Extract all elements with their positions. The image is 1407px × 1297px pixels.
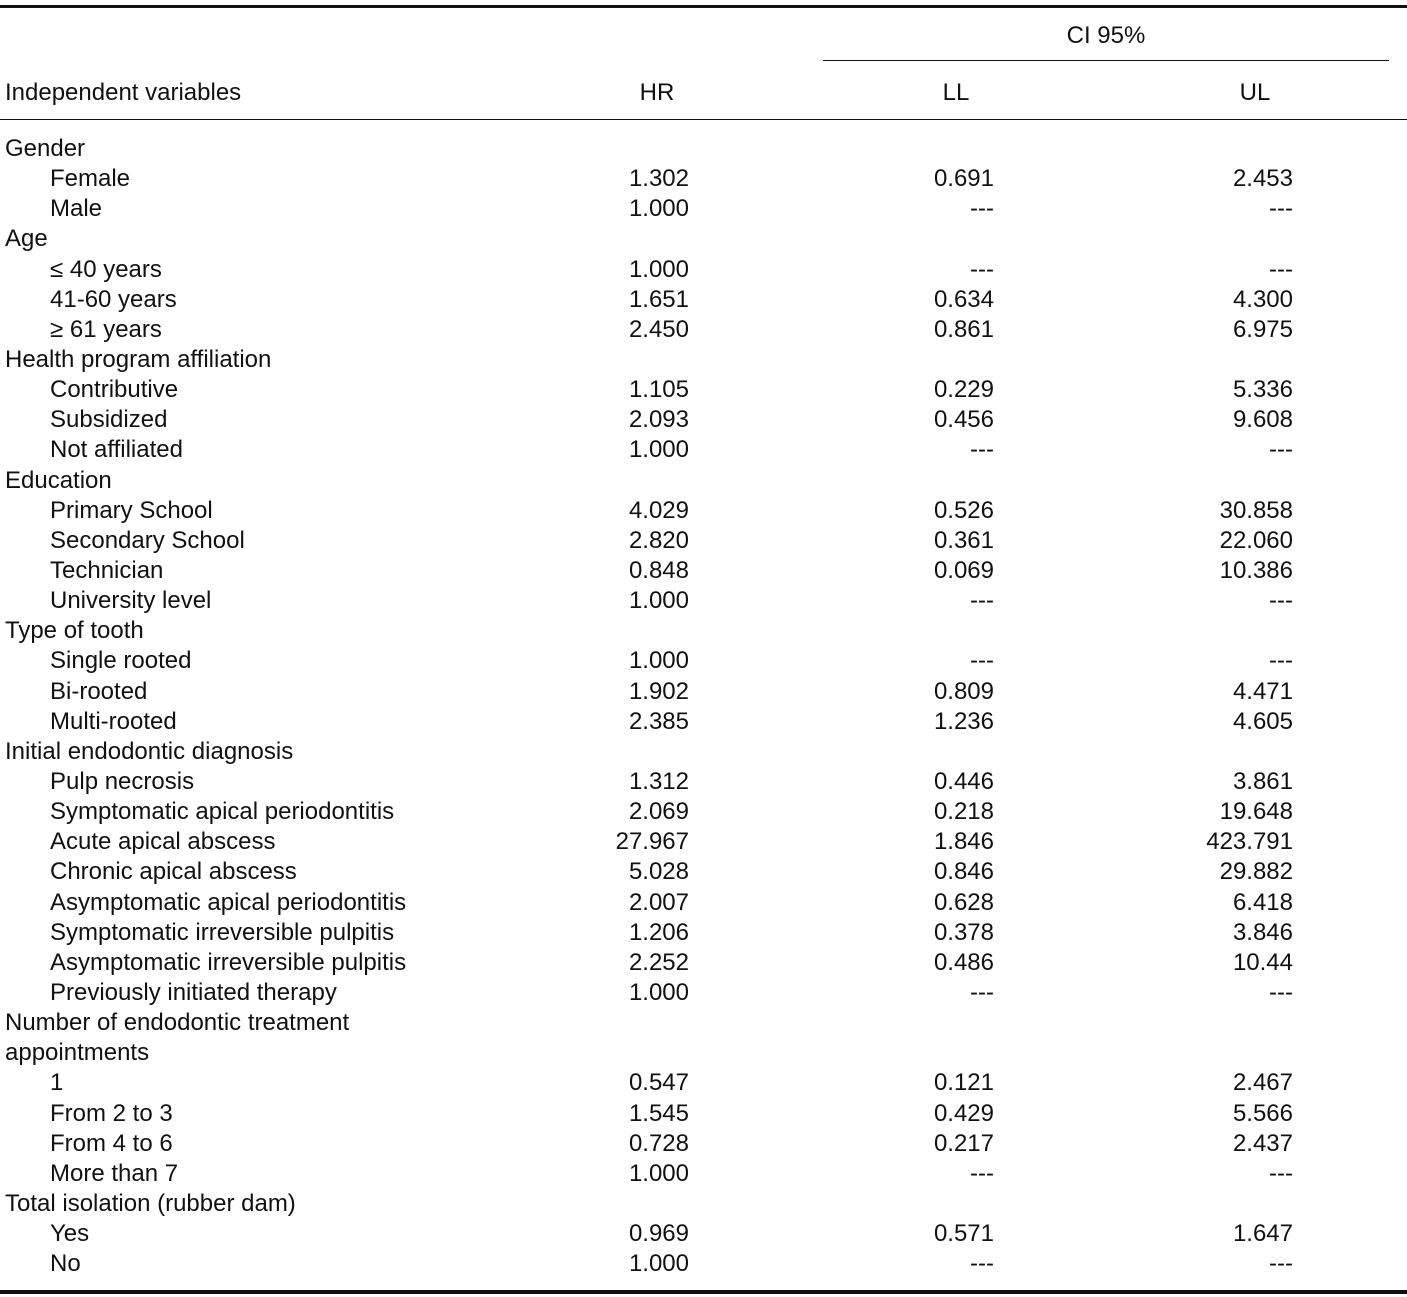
group-row (0, 134, 1407, 164)
group-label: Number of endodontic treatment (5, 1009, 350, 1037)
ll-value: 0.069 (933, 556, 994, 584)
header-independent-variables: Independent variables (5, 79, 242, 106)
ul-value: 2.467 (1232, 1069, 1293, 1097)
ll-value: 0.846 (933, 858, 994, 886)
ll-value: --- (970, 255, 994, 283)
variable-label: Male (50, 195, 103, 223)
table-row (0, 677, 1407, 707)
group-row (0, 466, 1407, 496)
ci-header-label: CI 95% (1066, 22, 1146, 49)
ul-value: --- (1269, 255, 1293, 283)
hr-value: 0.848 (628, 556, 689, 584)
table-row (0, 857, 1407, 887)
hr-value: 2.820 (628, 526, 689, 554)
table-row (0, 978, 1407, 1008)
ll-value: 0.571 (933, 1220, 994, 1248)
variable-label: Yes (50, 1220, 90, 1248)
table-row (0, 888, 1407, 918)
hr-value: 1.651 (628, 285, 689, 313)
hr-value: 4.029 (628, 496, 689, 524)
hr-value: 1.000 (628, 978, 689, 1006)
ll-value: --- (970, 1159, 994, 1187)
ul-value: 4.605 (1232, 707, 1293, 735)
ul-value: --- (1269, 195, 1293, 223)
ul-value: 1.647 (1232, 1220, 1293, 1248)
table-row (0, 405, 1407, 435)
hr-value: 2.093 (628, 406, 689, 434)
rule-top (0, 5, 1407, 8)
ul-value: 29.882 (1219, 858, 1293, 886)
table-row (0, 285, 1407, 315)
hr-value: 1.545 (628, 1099, 689, 1127)
header-ul: UL (1239, 79, 1271, 106)
variable-label: Bi-rooted (50, 677, 148, 705)
table-row (0, 1068, 1407, 1098)
ul-value: 4.300 (1232, 285, 1293, 313)
ul-value: --- (1269, 587, 1293, 615)
group-label: Health program affiliation (5, 345, 272, 373)
variable-label: Female (50, 165, 131, 193)
table-body (0, 134, 1407, 1279)
ll-value: --- (970, 647, 994, 675)
variable-label: Primary School (50, 496, 213, 524)
hr-value: 1.000 (628, 255, 689, 283)
variable-label: Asymptomatic irreversible pulpitis (50, 948, 407, 976)
variable-label: Single rooted (50, 647, 192, 675)
variable-label: Chronic apical abscess (50, 858, 297, 886)
table-row (0, 164, 1407, 194)
ll-value: 0.378 (933, 918, 994, 946)
group-label: Gender (5, 135, 86, 162)
ul-value: --- (1269, 647, 1293, 675)
ul-value: --- (1269, 1250, 1293, 1278)
ll-value: 0.809 (933, 677, 994, 705)
ul-value: 3.861 (1232, 767, 1293, 795)
table-row (0, 1099, 1407, 1129)
hr-value: 0.728 (628, 1129, 689, 1157)
variable-label: More than 7 (50, 1159, 179, 1187)
ul-value: 5.566 (1232, 1099, 1293, 1127)
table-row (0, 948, 1407, 978)
table-row (0, 255, 1407, 285)
variable-label: Pulp necrosis (50, 767, 195, 795)
ll-value: 0.634 (933, 285, 994, 313)
ll-value: 0.429 (933, 1099, 994, 1127)
ll-value: --- (970, 978, 994, 1006)
variable-label: 1 (50, 1069, 64, 1097)
ul-value: 9.608 (1232, 406, 1293, 434)
hr-value: 5.028 (628, 858, 689, 886)
variable-label: 41-60 years (50, 285, 177, 313)
hr-value: 0.547 (628, 1069, 689, 1097)
variable-label: Contributive (50, 376, 179, 404)
ul-value: --- (1269, 978, 1293, 1006)
ul-value: 6.418 (1232, 888, 1293, 916)
table-row (0, 797, 1407, 827)
variable-label: Previously initiated therapy (50, 978, 337, 1006)
ll-value: 0.526 (933, 496, 994, 524)
ul-value: 4.471 (1232, 677, 1293, 705)
variable-label: From 4 to 6 (50, 1129, 173, 1157)
ll-value: 0.446 (933, 767, 994, 795)
group-row (0, 616, 1407, 646)
ll-value: 0.218 (933, 798, 994, 826)
ll-value: 1.236 (933, 707, 994, 735)
ll-value: 0.229 (933, 376, 994, 404)
ul-value: 10.44 (1232, 948, 1293, 976)
group-label: Age (5, 225, 48, 253)
table-row (0, 1129, 1407, 1159)
variable-label: Asymptomatic apical periodontitis (50, 888, 407, 916)
hr-value: 1.000 (628, 647, 689, 675)
variable-label: Not affiliated (50, 436, 183, 464)
table-row (0, 194, 1407, 224)
group-label: Initial endodontic diagnosis (5, 737, 294, 765)
ll-value: 0.361 (933, 526, 994, 554)
group-row (0, 1008, 1407, 1038)
table-row (0, 435, 1407, 465)
table-row (0, 586, 1407, 616)
group-label: Type of tooth (5, 617, 144, 645)
table-row (0, 496, 1407, 526)
group-row (0, 737, 1407, 767)
variable-label: Secondary School (50, 526, 245, 554)
hr-value: 1.105 (628, 376, 689, 404)
ul-value: 22.060 (1219, 526, 1293, 554)
variable-label: University level (50, 587, 212, 615)
group-label: Education (5, 466, 112, 494)
ul-value: 423.791 (1206, 828, 1293, 856)
ll-value: 0.217 (933, 1129, 994, 1157)
variable-label: No (50, 1250, 81, 1278)
ll-value: --- (970, 587, 994, 615)
table-row (0, 556, 1407, 586)
table-row (0, 767, 1407, 797)
table-row (0, 707, 1407, 737)
table-row (0, 375, 1407, 405)
hr-value: 2.450 (628, 315, 689, 343)
table-row (0, 918, 1407, 948)
ll-value: 0.691 (933, 165, 994, 193)
variable-label: Technician (50, 556, 164, 584)
hr-value: 27.967 (615, 828, 689, 856)
variable-label: ≥ 61 years (50, 315, 162, 343)
ul-value: --- (1269, 1159, 1293, 1187)
group-row (0, 224, 1407, 254)
hr-value: 1.206 (628, 918, 689, 946)
hr-value: 1.000 (628, 1250, 689, 1278)
hr-value: 2.007 (628, 888, 689, 916)
group-label: Total isolation (rubber dam) (5, 1189, 296, 1217)
ul-value: 19.648 (1219, 798, 1293, 826)
variable-label: Multi-rooted (50, 707, 177, 735)
hr-value: 1.000 (628, 436, 689, 464)
hr-value: 2.385 (628, 707, 689, 735)
ll-value: --- (970, 1250, 994, 1278)
rule-bottom (0, 1290, 1407, 1294)
hr-value: 1.000 (628, 195, 689, 223)
ll-value: --- (970, 436, 994, 464)
ll-value: 0.861 (933, 315, 994, 343)
variable-label: Symptomatic irreversible pulpitis (50, 918, 395, 946)
variable-label: From 2 to 3 (50, 1099, 173, 1127)
ul-value: 2.453 (1232, 165, 1293, 193)
ll-value: 0.486 (933, 948, 994, 976)
header-hr: HR (639, 79, 675, 106)
hr-value: 2.069 (628, 798, 689, 826)
rule-ci-span (823, 60, 1389, 61)
hr-value: 1.302 (628, 165, 689, 193)
table-row (0, 1249, 1407, 1279)
hr-value: 1.902 (628, 677, 689, 705)
table-row (0, 827, 1407, 857)
variable-label: Acute apical abscess (50, 828, 276, 856)
group-row (0, 345, 1407, 375)
hr-value: 1.312 (628, 767, 689, 795)
ul-value: --- (1269, 436, 1293, 464)
ul-value: 30.858 (1219, 496, 1293, 524)
table-row (0, 646, 1407, 676)
group-label: appointments (5, 1039, 150, 1067)
table-row (0, 1159, 1407, 1189)
ll-value: 0.456 (933, 406, 994, 434)
hr-value: 2.252 (628, 948, 689, 976)
variable-label: Subsidized (50, 406, 168, 434)
rule-mid (0, 119, 1407, 120)
header-ll: LL (942, 79, 970, 106)
ll-value: 0.121 (933, 1069, 994, 1097)
group-row (0, 1189, 1407, 1219)
table-row (0, 1219, 1407, 1249)
table-row (0, 315, 1407, 345)
variable-label: Symptomatic apical periodontitis (50, 798, 395, 826)
ul-value: 5.336 (1232, 376, 1293, 404)
ul-value: 6.975 (1232, 315, 1293, 343)
ul-value: 2.437 (1232, 1129, 1293, 1157)
hr-value: 0.969 (628, 1220, 689, 1248)
ul-value: 10.386 (1219, 556, 1293, 584)
variable-label: ≤ 40 years (50, 255, 162, 283)
ll-value: 1.846 (933, 828, 994, 856)
hr-value: 1.000 (628, 587, 689, 615)
ll-value: --- (970, 195, 994, 223)
ll-value: 0.628 (933, 888, 994, 916)
ul-value: 3.846 (1232, 918, 1293, 946)
table-row (0, 526, 1407, 556)
group-row (0, 1038, 1407, 1068)
hr-value: 1.000 (628, 1159, 689, 1187)
